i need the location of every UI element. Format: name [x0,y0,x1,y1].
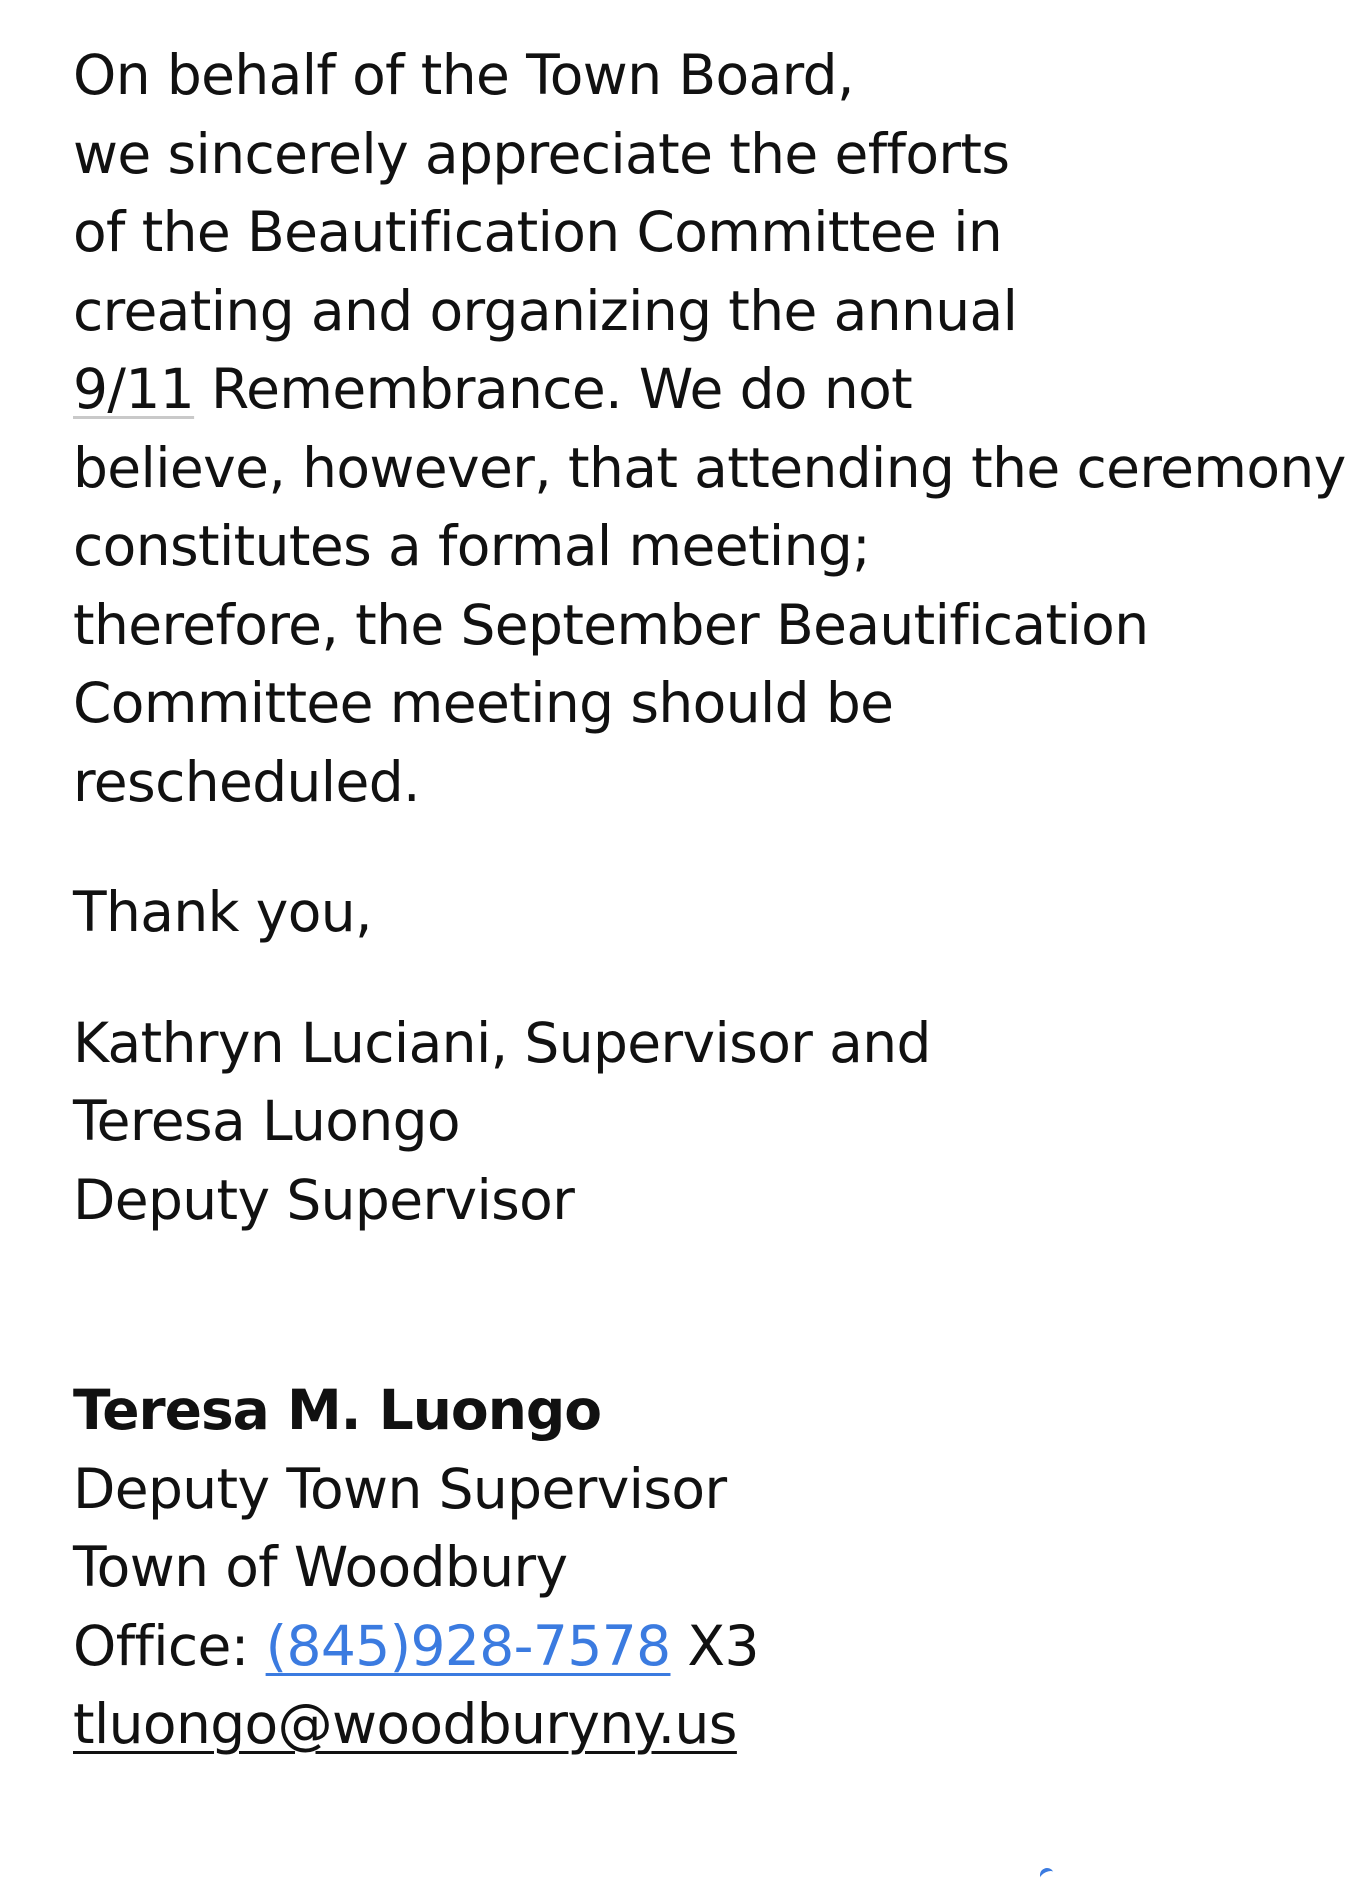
email-signature [73,1371,1133,1764]
paragraph-line: Committee meeting should be [73,671,894,735]
paragraph-line: rescheduled. [73,749,420,814]
paragraph-line: therefore, the September Beautification [73,592,1149,657]
paragraph-line: constitutes a formal meeting; [73,514,871,578]
signature-org: Town of Woodbury [73,1535,568,1599]
signature-title: Deputy Town Supervisor [73,1456,727,1521]
paragraph-line: of the Beautification Committee in [73,200,1003,264]
signature-email-line [73,1685,1133,1764]
office-label: Office: [73,1613,249,1678]
email-body [73,36,1346,1764]
paragraph-line: believe, however, that attending the ceremony [73,435,1346,500]
phone-extension: X3 [687,1613,759,1678]
sign-off [73,1004,1133,1240]
paragraph-line: creating and organizing the annual [73,278,1018,343]
closing-text: Thank you, [73,880,372,944]
signature-name: Teresa M. Luongo [73,1378,602,1442]
signature-office-line [73,1607,1133,1686]
sign-off-line: Teresa Luongo [73,1089,460,1153]
sign-off-line: Kathryn Luciani, Supervisor and [73,1010,931,1075]
phone-link[interactable]: (845)928-7578 [265,1613,671,1678]
paragraph-line: On behalf of the Town Board, [73,43,854,107]
sign-off-line: Deputy Supervisor [73,1167,575,1232]
paragraph-line-with-date [73,350,1133,429]
date-link[interactable]: 9/11 [73,357,195,421]
scroll-indicator-icon [1038,1866,1057,1884]
email-link[interactable]: tluongo@woodburyny.us [73,1692,737,1756]
paragraph-line: we sincerely appreciate the efforts [73,121,1010,186]
paragraph-line-rest: Remembrance. We do not [211,357,913,421]
message-paragraph [73,36,1346,821]
